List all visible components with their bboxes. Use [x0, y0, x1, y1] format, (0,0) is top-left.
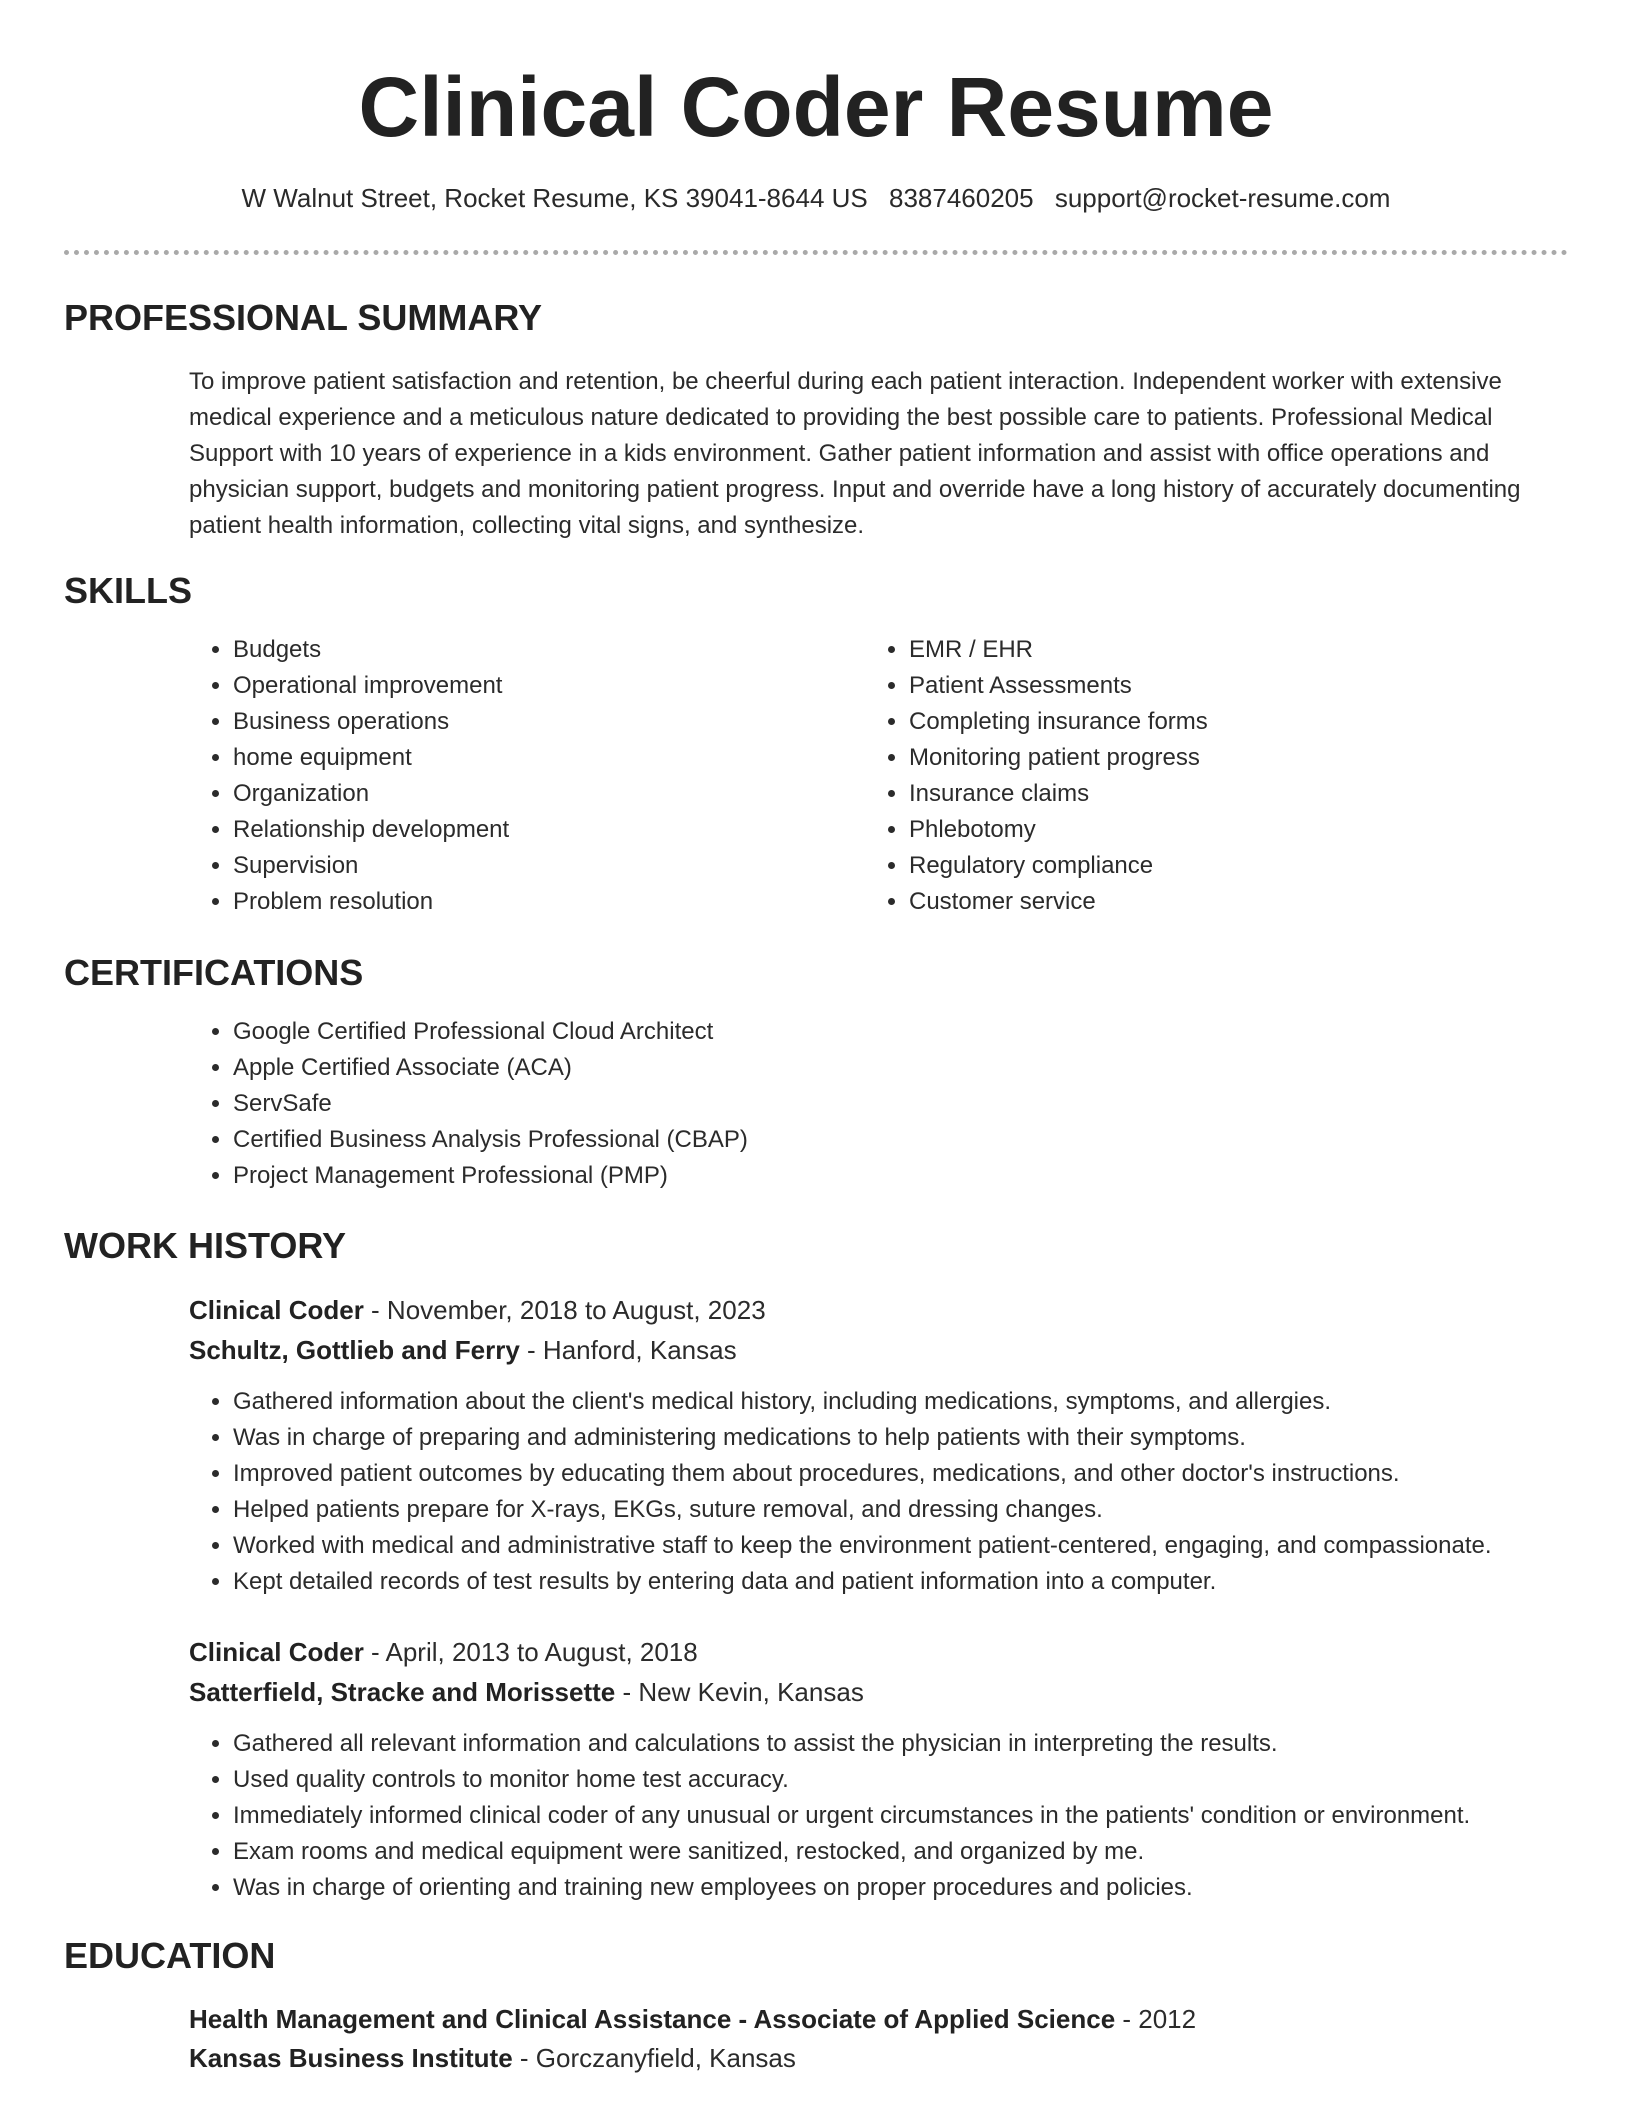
education-degree-line: [189, 1999, 1196, 2039]
contact-email: support@rocket-resume.com: [1054, 183, 1391, 213]
education-degree: Health Management and Clinical Assistance - Associate of Applied Science: [189, 2004, 1116, 2034]
job-title: Clinical Coder: [189, 1295, 364, 1325]
certifications-heading: CERTIFICATIONS: [64, 952, 364, 993]
list-item: • Budgets: [233, 632, 853, 668]
list-item: • Gathered all relevant information and calculations to assist the physician in interpreting the results.: [233, 1726, 1623, 1762]
contact-line: [0, 180, 1632, 216]
list-item: • Customer service: [909, 884, 1529, 920]
list-item: • Project Management Professional (PMP): [233, 1158, 1533, 1194]
resume-title: Clinical Coder Resume: [358, 60, 1274, 154]
list-item: • Monitoring patient progress: [909, 740, 1529, 776]
job-1-company-line: [189, 1330, 737, 1370]
list-item: • Patient Assessments: [909, 668, 1529, 704]
list-item: • Completing insurance forms: [909, 704, 1529, 740]
list-item: • Improved patient outcomes by educating them about procedures, medications, and other doctor's instructions.: [233, 1456, 1623, 1492]
skills-list-left: [189, 632, 853, 920]
job-dates: - April, 2013 to August, 2018: [363, 1637, 698, 1667]
job-1-duties: [189, 1384, 1623, 1600]
job-1-title-line: [189, 1290, 766, 1330]
list-item: • Google Certified Professional Cloud Architect: [233, 1014, 1533, 1050]
contact-address: W Walnut Street, Rocket Resume, KS 39041-8644 US: [241, 183, 868, 213]
list-item: • Used quality controls to monitor home test accuracy.: [233, 1762, 1623, 1798]
list-item: • Certified Business Analysis Professional (CBAP): [233, 1122, 1533, 1158]
job-2-title-line: [189, 1632, 698, 1672]
list-item: • Insurance claims: [909, 776, 1529, 812]
list-item: • home equipment: [233, 740, 853, 776]
job-2-duties: [189, 1726, 1623, 1906]
job-location: - New Kevin, Kansas: [615, 1677, 864, 1707]
education-heading: EDUCATION: [64, 1935, 276, 1976]
certifications-list: [189, 1014, 1533, 1194]
job-title: Clinical Coder: [189, 1637, 364, 1667]
skills-list-right: [865, 632, 1529, 920]
list-item: • Was in charge of preparing and administering medications to help patients with their symptoms.: [233, 1420, 1623, 1456]
contact-phone: 8387460205: [888, 183, 1034, 213]
list-item: • Regulatory compliance: [909, 848, 1529, 884]
list-item: • Immediately informed clinical coder of any unusual or urgent circumstances in the patients' condition or environment.: [233, 1798, 1623, 1834]
list-item: • Kept detailed records of test results by entering data and patient information into a computer.: [233, 1564, 1623, 1600]
job-company: Schultz, Gottlieb and Ferry: [189, 1335, 520, 1365]
list-item: • Helped patients prepare for X-rays, EKGs, suture removal, and dressing changes.: [233, 1492, 1623, 1528]
education-location: - Gorczanyfield, Kansas: [512, 2043, 796, 2073]
list-item: • Business operations: [233, 704, 853, 740]
list-item: • Gathered information about the client's medical history, including medications, symptoms, and allergies.: [233, 1384, 1623, 1420]
job-company: Satterfield, Stracke and Morissette: [189, 1677, 616, 1707]
list-item: • Apple Certified Associate (ACA): [233, 1050, 1533, 1086]
list-item: • Worked with medical and administrative staff to keep the environment patient-centered, engaging, and compassionate.: [233, 1528, 1623, 1564]
list-item: • Organization: [233, 776, 853, 812]
summary-heading: PROFESSIONAL SUMMARY: [64, 297, 543, 338]
list-item: • Exam rooms and medical equipment were sanitized, restocked, and organized by me.: [233, 1834, 1623, 1870]
list-item: • Supervision: [233, 848, 853, 884]
list-item: • Was in charge of orienting and training new employees on proper procedures and policies.: [233, 1870, 1623, 1906]
list-item: • Relationship development: [233, 812, 853, 848]
job-location: - Hanford, Kansas: [519, 1335, 737, 1365]
education-school: Kansas Business Institute: [189, 2043, 513, 2073]
list-item: • Operational improvement: [233, 668, 853, 704]
education-school-line: [189, 2038, 796, 2078]
work-history-heading: WORK HISTORY: [64, 1225, 347, 1266]
list-item: • ServSafe: [233, 1086, 1533, 1122]
education-year: - 2012: [1115, 2004, 1197, 2034]
skills-heading: SKILLS: [64, 570, 193, 611]
list-item: • Problem resolution: [233, 884, 853, 920]
job-2-company-line: [189, 1672, 864, 1712]
summary-text: To improve patient satisfaction and retention, be cheerful during each patient interaction. Independent worker with extensive medical experience and a meticulous nature dedicated to providing the best possible care to patients. Professional Medical Support with 10 years of experience in a kids environment. Gather patient information and assist with office operations and physician support, budgets and monitoring patient progress. Input and override have a long history of accurately documenting patient health information, collecting vital signs, and synthesize.: [189, 368, 1521, 539]
job-dates: - November, 2018 to August, 2023: [363, 1295, 766, 1325]
list-item: • Phlebotomy: [909, 812, 1529, 848]
header-divider: [64, 250, 1568, 255]
list-item: • EMR / EHR: [909, 632, 1529, 668]
